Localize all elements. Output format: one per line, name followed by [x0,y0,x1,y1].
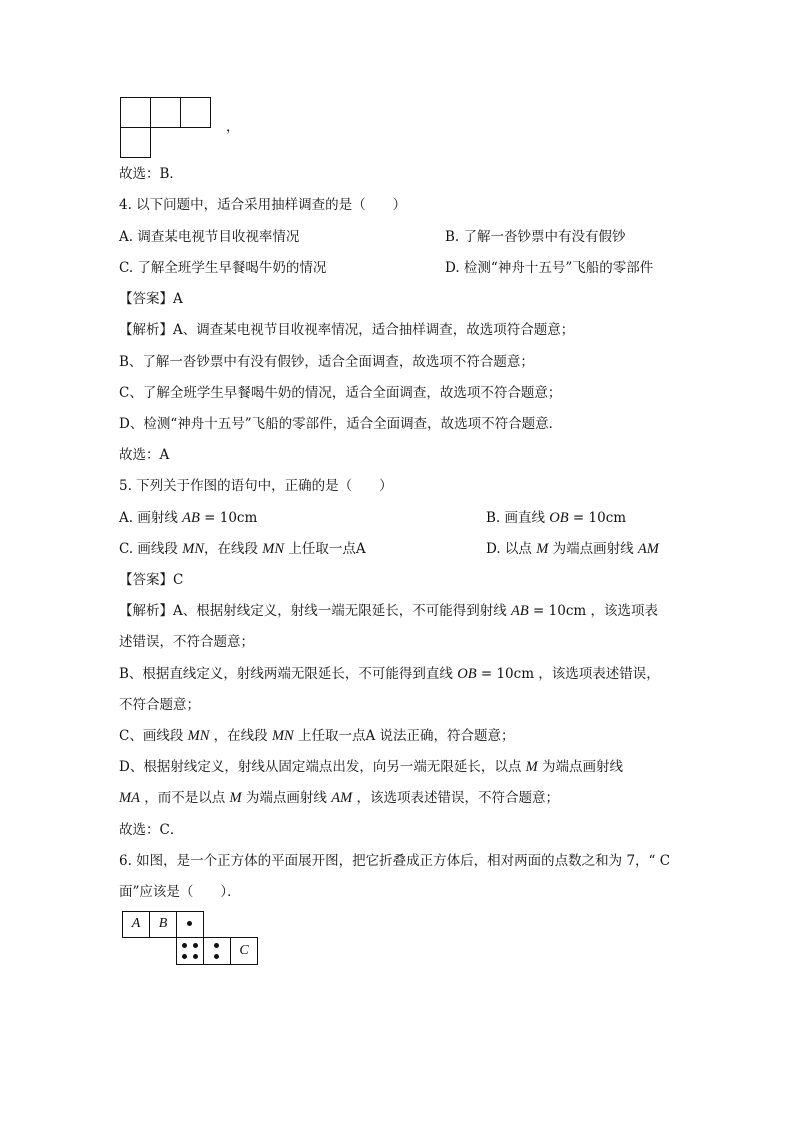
face-one-dot [176,911,204,938]
q4-analysis-d: D、检测“神舟十五号”飞船的零部件，适合全面调查，故选项不符合题意． [119,416,563,432]
net-square [180,97,211,128]
pip-icon [187,921,192,926]
q5-conclusion: 故选：C． [119,822,184,838]
q3-conclusion: 故选：B． [119,166,183,182]
pip-icon [214,943,219,948]
q5-option-b: B. 画直线 OB = 10cm [486,510,627,526]
q4-question: 4. 以下问题中，适合采用抽样调查的是（ ） [119,197,407,213]
q4-analysis-a: 【解析】A、调查某电视节目收视率情况，适合抽样调查，故选项符合题意； [119,322,575,338]
q6-question-line2: 面”应该是（ ）． [119,884,241,900]
q5-option-d: D. 以点 M 为端点画射线 AM [486,541,659,557]
q5-option-a: A. 画射线 AB = 10cm [119,510,258,526]
q5-analysis-b: B、根据直线定义，射线两端无限延长，不可能得到直线 OB = 10cm ，该选项表述错误， [119,666,660,682]
face-a-label: A [131,916,141,931]
net-square [150,97,181,128]
q5-question: 5. 下列关于作图的语句中，正确的是（ ） [119,478,393,494]
pip-icon [182,943,187,948]
q4-conclusion: 故选：A [119,447,170,463]
face-c-label: C [239,943,249,958]
q6-question-line1: 6. 如图，是一个正方体的平面展开图，把它折叠成正方体后，相对两面的点数之和为 7，“ C [119,853,671,869]
net-square [120,97,151,128]
q4-analysis-b: B、了解一沓钞票中有没有假钞，适合全面调查，故选项不符合题意； [119,354,534,370]
q5-answer: 【答案】C [119,572,184,588]
net-square [120,127,151,158]
q5-analysis-a: 【解析】A、根据射线定义，射线一端无限延长，不可能得到射线 AB = 10cm ，该选项表 [119,603,658,619]
pip-icon [193,954,198,959]
q5-analysis-a-cont: 述错误，不符合题意； [119,634,254,650]
q5-analysis-d: D、根据射线定义，射线从固定端点出发，向另一端无限延长，以点 M 为端点画射线 [119,759,624,775]
face-a [122,911,150,938]
face-four-dots [176,937,204,965]
q4-option-c: C. 了解全班学生早餐喝牛奶的情况 [119,260,327,276]
q5-analysis-b-cont: 不符合题意； [119,697,200,713]
face-b-label: B [158,916,168,931]
q5-analysis-c: C、画线段 MN ，在线段 MN 上任取一点A 说法正确，符合题意； [119,728,515,744]
face-b [149,911,177,938]
q4-answer: 【答案】A [119,291,183,307]
pip-icon [214,954,219,959]
face-c [230,937,258,965]
q5-option-c: C. 画线段 MN，在线段 MN 上任取一点A [119,541,366,557]
q5-analysis-d-cont: MA ，而不是以点 M 为端点画射线 AM ，该选项表述错误，不符合题意； [119,790,559,806]
q4-analysis-c: C、了解全班学生早餐喝牛奶的情况，适合全面调查，故选项不符合题意； [119,385,562,401]
face-two-dots [203,937,231,965]
pip-icon [182,954,187,959]
q4-option-d: D. 检测“神舟十五号”飞船的零部件 [445,260,654,276]
pip-icon [193,943,198,948]
comma: ， [226,119,240,135]
q4-option-b: B. 了解一沓钞票中有没有假钞 [445,229,626,245]
q4-option-a: A. 调查某电视节目收视率情况 [119,229,300,245]
